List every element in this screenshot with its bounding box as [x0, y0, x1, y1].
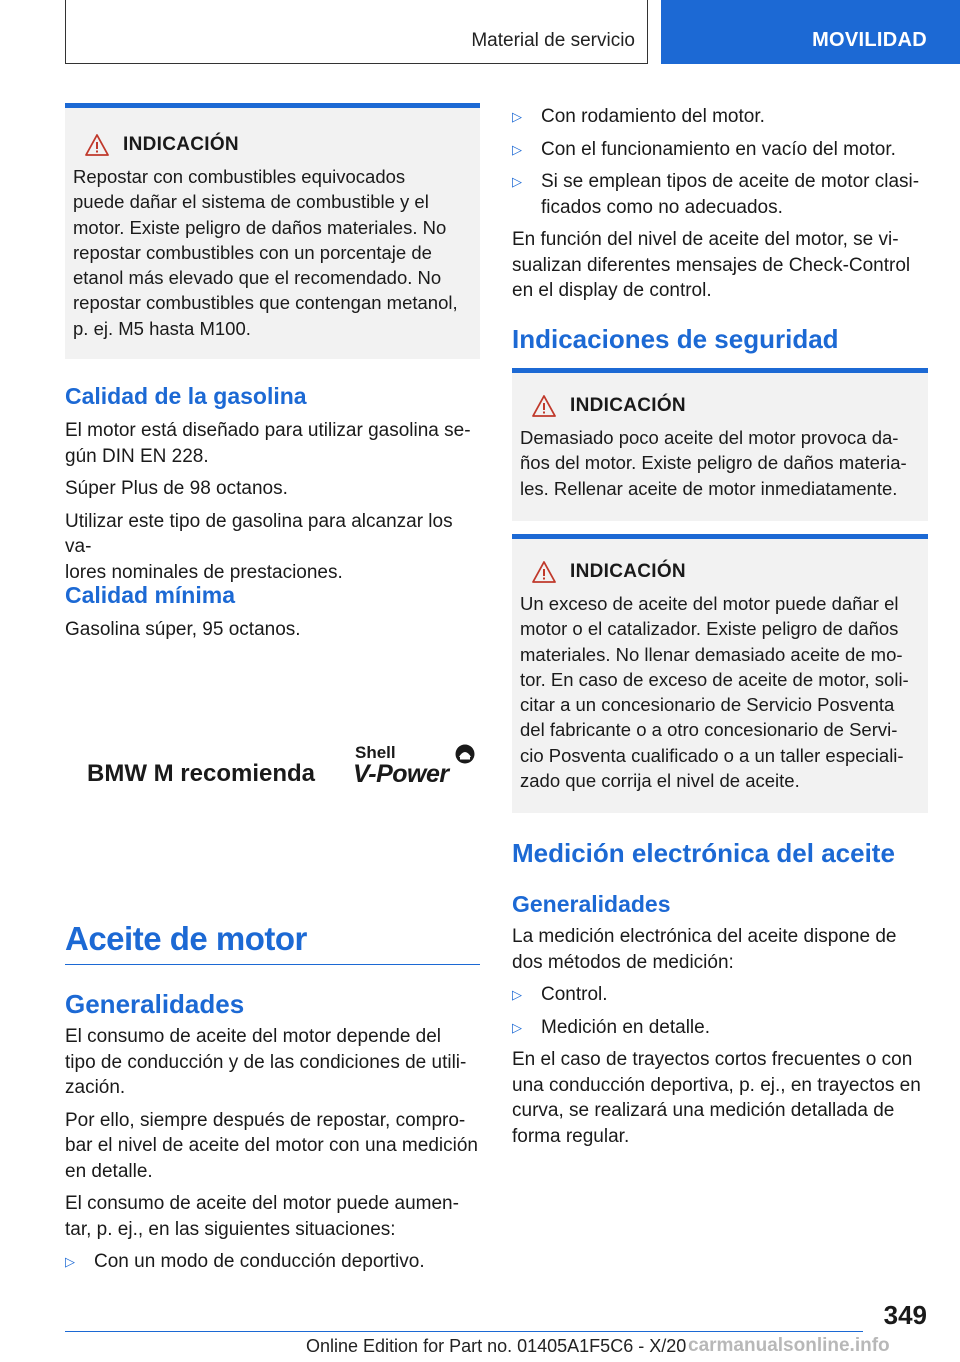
paragraph-line: dos métodos de medición:	[512, 951, 734, 973]
warning-triangle-icon	[85, 134, 109, 156]
triangle-bullet-icon: ▷	[512, 174, 522, 189]
note-line: motor o el catalizador. Existe peligro de daños	[520, 618, 899, 640]
note-title: INDICACIÓN	[570, 561, 686, 582]
warning-note-excess-oil	[512, 534, 928, 813]
triangle-bullet-icon: ▷	[512, 141, 522, 157]
list-line: ficados como no adecuados.	[541, 196, 783, 218]
paragraph-line: una conducción deportiva, p. ej., en trayectos en	[512, 1074, 921, 1096]
note-line: materiales. No llenar demasiado aceite de mo-	[520, 643, 903, 665]
warning-triangle-icon	[532, 395, 556, 417]
shell-pecten-icon	[455, 744, 475, 764]
list-item: ▷ Con el funcionamiento en vacío del motor.	[512, 137, 928, 163]
fuel-quality-section	[65, 383, 480, 585]
footer-divider	[65, 1331, 863, 1332]
note-line: p. ej. M5 hasta M100.	[73, 317, 251, 339]
note-line: Repostar con combustibles equivocados	[73, 166, 406, 187]
note-line: citar a un concesionario de Servicio Posventa	[520, 694, 895, 716]
paragraph-line: bar el nivel de aceite del motor con una medición	[65, 1135, 478, 1156]
list-item: ▷ Control.	[512, 982, 928, 1008]
tab-movilidad[interactable]	[661, 0, 960, 64]
shell-wordmark: Shell	[355, 743, 396, 762]
note-line: ños del motor. Existe peligro de daños materia-	[520, 452, 907, 474]
warning-triangle-icon	[532, 561, 556, 583]
paragraph-line: La medición electrónica del aceite dispone de	[512, 926, 897, 947]
note-line: puede dañar el sistema de combustible y el	[73, 191, 429, 213]
note-line: tor. En caso de exceso de aceite de motor, soli-	[520, 668, 909, 690]
note-line: Demasiado poco aceite del motor provoca da-	[520, 427, 899, 448]
paragraph-line: El consumo de aceite del motor depende del	[65, 1026, 442, 1047]
list-item	[512, 169, 928, 220]
list-item: ▷ Medición en detalle.	[512, 1015, 928, 1041]
triangle-bullet-icon: ▷	[65, 1254, 75, 1269]
safety-heading: Indicaciones de seguridad	[512, 324, 839, 354]
paragraph-line: gún DIN EN 228.	[65, 445, 209, 467]
electronic-oil-heading: Medición electrónica del aceite	[512, 838, 895, 868]
note-title: INDICACIÓN	[570, 395, 686, 416]
paragraph-line: Por ello, siempre después de repostar, compro-	[65, 1109, 466, 1131]
engine-oil-heading: Aceite de motor	[65, 920, 480, 965]
note-line: etanol más elevado que el recomendado. No	[73, 267, 442, 289]
engine-oil-section	[65, 920, 480, 1275]
watermark: carmanualsonline.info	[688, 1335, 890, 1356]
list-item: ▷ Con rodamiento del motor.	[512, 104, 928, 130]
paragraph-line: curva, se realizará una medición detallada de	[512, 1100, 895, 1121]
note-line: repostar combustibles con un porcentaje de	[73, 241, 432, 263]
tab-label: MOVILIDAD	[812, 29, 927, 51]
note-line: zado que corrija el nivel de aceite.	[520, 770, 800, 792]
promo-text: BMW M recomienda	[87, 760, 316, 787]
page-number: 349	[883, 1300, 927, 1330]
fuel-quality-heading: Calidad de la gasolina	[65, 383, 307, 409]
paragraph-line: En función del nivel de aceite del motor, se vi-	[512, 229, 899, 250]
paragraph-line: En el caso de trayectos cortos frecuentes o con	[512, 1049, 913, 1070]
note-line: del fabricante o a otro concesionario de Servi-	[520, 719, 898, 741]
note-line: cio Posventa cualificado o a un taller especiali-	[520, 744, 904, 766]
paragraph-line: en detalle.	[65, 1160, 153, 1182]
triangle-bullet-icon: ▷	[512, 1019, 522, 1035]
note-line: Un exceso de aceite del motor puede dañar el	[520, 593, 899, 614]
paragraph-line: tar, p. ej., en las siguientes situaciones:	[65, 1218, 396, 1240]
triangle-bullet-icon: ▷	[512, 109, 522, 124]
paragraph-line: forma regular.	[512, 1125, 630, 1147]
note-line: motor. Existe peligro de daños materiales. No	[73, 216, 447, 238]
min-quality-section	[65, 582, 480, 643]
warning-note-low-oil	[512, 368, 928, 521]
section-title: Material de servicio	[471, 30, 635, 51]
paragraph-line: lores nominales de prestaciones.	[65, 561, 343, 583]
right-top-list	[512, 104, 928, 304]
list-line: Si se emplean tipos de aceite de motor clasi-	[541, 171, 920, 192]
triangle-bullet-icon: ▷	[512, 987, 522, 1002]
note-line: les. Rellenar aceite de motor inmediatamente.	[520, 477, 898, 499]
paragraph-line: El motor está diseñado para utilizar gasolina se-	[65, 420, 471, 441]
paragraph-line: El consumo de aceite del motor puede aumen-	[65, 1193, 459, 1214]
shell-vpower-promo	[87, 738, 477, 788]
paragraph-line: zación.	[65, 1077, 126, 1098]
general-subheading: Generalidades	[512, 891, 671, 917]
note-line: repostar combustibles que contengan metanol,	[73, 292, 458, 314]
paragraph-line: tipo de conducción y de las condiciones de utili-	[65, 1051, 467, 1073]
header-section-box	[65, 0, 648, 64]
paragraph-line: Gasolina súper, 95 octanos.	[65, 619, 301, 640]
warning-note-fuel	[65, 103, 480, 359]
paragraph-line: en el display de control.	[512, 280, 712, 301]
list-item: ▷ Con un modo de conducción deportivo.	[65, 1249, 480, 1275]
min-quality-heading: Calidad mínima	[65, 582, 235, 608]
paragraph-line: Súper Plus de 98 octanos.	[65, 478, 288, 499]
edition-text: Online Edition for Part no. 01405A1F5C6 - X/20	[306, 1336, 687, 1356]
paragraph-line: sualizan diferentes mensajes de Check-Control	[512, 254, 911, 276]
general-subheading: Generalidades	[65, 989, 245, 1019]
paragraph-line: Utilizar este tipo de gasolina para alcanzar los va-	[65, 510, 453, 557]
note-title: INDICACIÓN	[123, 134, 239, 155]
electronic-oil-section	[512, 838, 928, 1149]
vpower-wordmark: V-Power	[353, 760, 449, 788]
